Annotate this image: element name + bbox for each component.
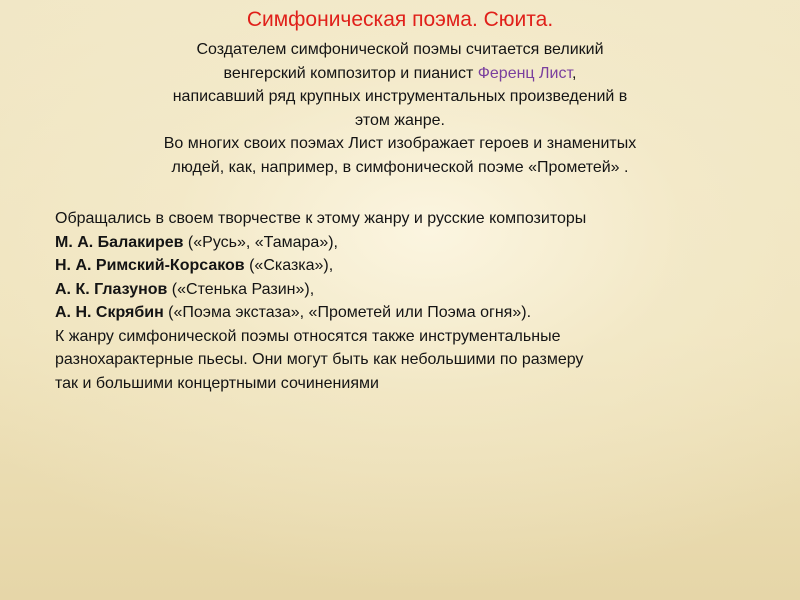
closing-line: разнохарактерные пьесы. Они могут быть как небольшими по размеру	[55, 351, 584, 368]
intro-line	[80, 62, 720, 86]
intro-text: венгерский композитор и пианист	[223, 64, 478, 82]
composer-item	[55, 301, 765, 325]
composers-block	[55, 207, 765, 395]
intro-paragraph	[80, 38, 720, 179]
composers-intro: Обращались в своем творчестве к этому жанру и русские композиторы	[55, 210, 587, 227]
composer-works: («Сказка»),	[244, 257, 334, 274]
intro-line: людей, как, например, в симфонической поэме «Прометей» .	[171, 158, 629, 176]
composer-name: М. А. Балакирев	[55, 233, 184, 251]
composer-item	[55, 254, 765, 278]
closing-line: К жанру симфонической поэмы относятся также инструментальные	[55, 327, 561, 345]
composer-works: («Поэма экстаза», «Прометей или Поэма огня»).	[163, 304, 532, 321]
composer-works: («Стенька Разин»),	[167, 280, 315, 298]
composer-item	[55, 278, 765, 302]
intro-line: Во многих своих поэмах Лист изображает героев и знаменитых	[163, 135, 637, 152]
intro-text: ,	[572, 64, 577, 82]
intro-line: Создателем симфонической поэмы считается великий	[196, 41, 604, 58]
intro-line: этом жанре.	[355, 111, 445, 129]
slide-title: Симфоническая поэма. Сюита.	[246, 8, 554, 31]
composer-name: А. Н. Скрябин	[55, 304, 164, 321]
highlighted-name: Ференц Лист	[477, 64, 573, 82]
composer-name: А. К. Глазунов	[55, 280, 168, 298]
intro-line: написавший ряд крупных инструментальных произведений в	[172, 88, 628, 105]
composer-name: Н. А. Римский-Корсаков	[55, 257, 245, 274]
composer-works: («Русь», «Тамара»),	[183, 233, 338, 251]
composer-item	[55, 231, 765, 255]
closing-line: так и большими концертными сочинениями	[55, 374, 379, 392]
